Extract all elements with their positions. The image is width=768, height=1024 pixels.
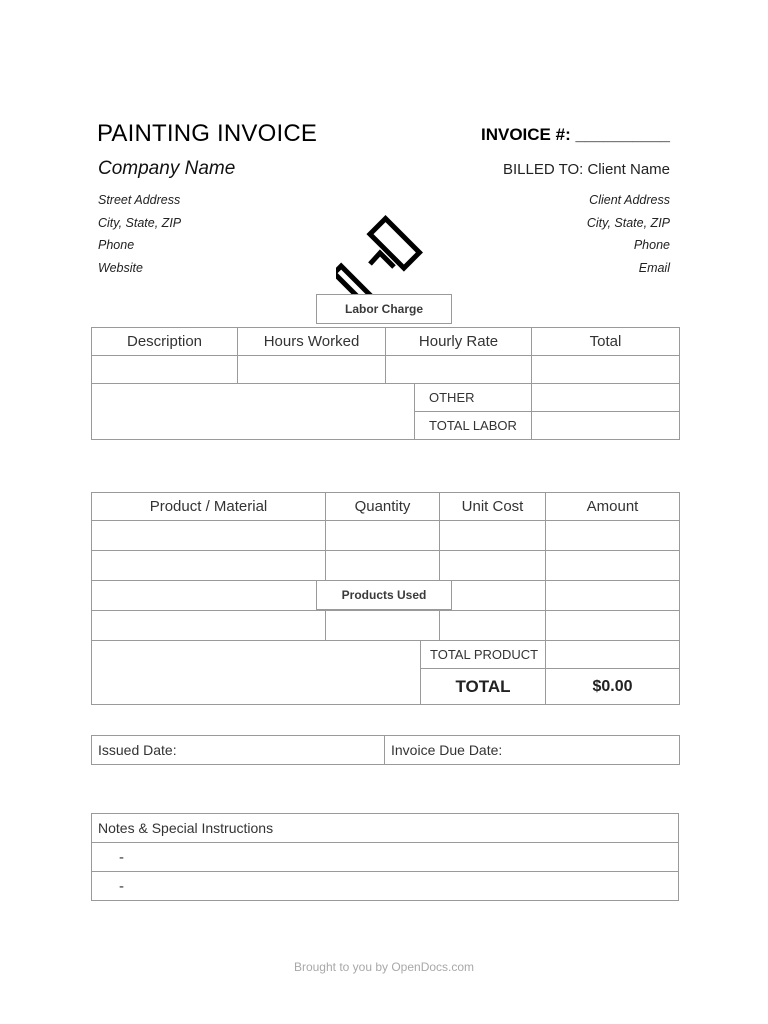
product-material-cell[interactable] [92, 581, 326, 611]
company-name: Company Name [98, 158, 236, 179]
client-city-state-zip: City, State, ZIP [586, 215, 670, 230]
company-phone: Phone [98, 238, 135, 252]
labor-table [91, 327, 680, 440]
products-used-label: Products Used [316, 580, 452, 610]
products-blank-area [92, 641, 421, 705]
billed-to: BILLED TO: Client Name [502, 161, 670, 178]
notes-item[interactable]: - [92, 843, 679, 872]
labor-blank-area [92, 384, 415, 440]
company-city-state-zip: City, State, ZIP [98, 215, 182, 230]
product-material-cell[interactable] [92, 551, 326, 581]
labor-header-row [92, 328, 680, 356]
issued-date-field[interactable]: Issued Date: [92, 736, 385, 765]
labor-total-label: TOTAL LABOR [415, 412, 532, 440]
product-amount-cell[interactable] [546, 551, 680, 581]
products-row [92, 551, 680, 581]
products-total-product-row [92, 641, 680, 669]
total-product-label: TOTAL PRODUCT [421, 641, 546, 669]
products-col-quantity: Quantity [326, 493, 440, 521]
products-header-row [92, 493, 680, 521]
labor-charge-label: Labor Charge [316, 294, 452, 324]
notes-title: Notes & Special Instructions [92, 814, 679, 843]
products-row [92, 611, 680, 641]
due-date-field[interactable]: Invoice Due Date: [385, 736, 680, 765]
product-quantity-cell[interactable] [326, 611, 440, 641]
products-col-amount: Amount [546, 493, 680, 521]
labor-entry-row [92, 356, 680, 384]
products-row [92, 521, 680, 551]
labor-col-hours: Hours Worked [238, 328, 386, 356]
product-unit-cost-cell[interactable] [440, 551, 546, 581]
company-street: Street Address [98, 193, 181, 207]
product-material-cell[interactable] [92, 521, 326, 551]
dates-table [91, 735, 680, 765]
product-amount-cell[interactable] [546, 521, 680, 551]
company-website: Website [98, 260, 143, 275]
client-address: Client Address [589, 193, 670, 207]
product-unit-cost-cell[interactable] [440, 611, 546, 641]
grand-total-label: TOTAL [421, 669, 546, 705]
invoice-number-label: INVOICE #: __________ [480, 125, 670, 144]
footer-credit: Brought to you by OpenDocs.com [293, 960, 475, 974]
labor-total-value[interactable] [532, 412, 680, 440]
labor-col-rate: Hourly Rate [386, 328, 532, 356]
products-col-material: Product / Material [92, 493, 326, 521]
labor-hours-cell[interactable] [238, 356, 386, 384]
notes-item[interactable]: - [92, 872, 679, 901]
labor-col-total: Total [532, 328, 680, 356]
company-address-block [98, 189, 181, 279]
labor-other-row [92, 384, 680, 412]
product-quantity-cell[interactable] [326, 551, 440, 581]
labor-other-value[interactable] [532, 384, 680, 412]
notes-table [91, 813, 679, 901]
labor-total-cell[interactable] [532, 356, 680, 384]
grand-total-value: $0.00 [546, 669, 680, 705]
labor-rate-cell[interactable] [386, 356, 532, 384]
product-quantity-cell[interactable] [326, 521, 440, 551]
labor-other-label: OTHER [415, 384, 532, 412]
client-email: Email [638, 260, 670, 275]
product-unit-cost-cell[interactable] [440, 581, 546, 611]
total-product-value[interactable] [546, 641, 680, 669]
product-material-cell[interactable] [92, 611, 326, 641]
products-col-unit-cost: Unit Cost [440, 493, 546, 521]
product-amount-cell[interactable] [546, 611, 680, 641]
labor-col-description: Description [92, 328, 238, 356]
labor-description-cell[interactable] [92, 356, 238, 384]
product-unit-cost-cell[interactable] [440, 521, 546, 551]
invoice-title: PAINTING INVOICE [97, 120, 318, 147]
client-address-block [587, 189, 670, 279]
client-phone: Phone [633, 238, 670, 252]
product-amount-cell[interactable] [546, 581, 680, 611]
